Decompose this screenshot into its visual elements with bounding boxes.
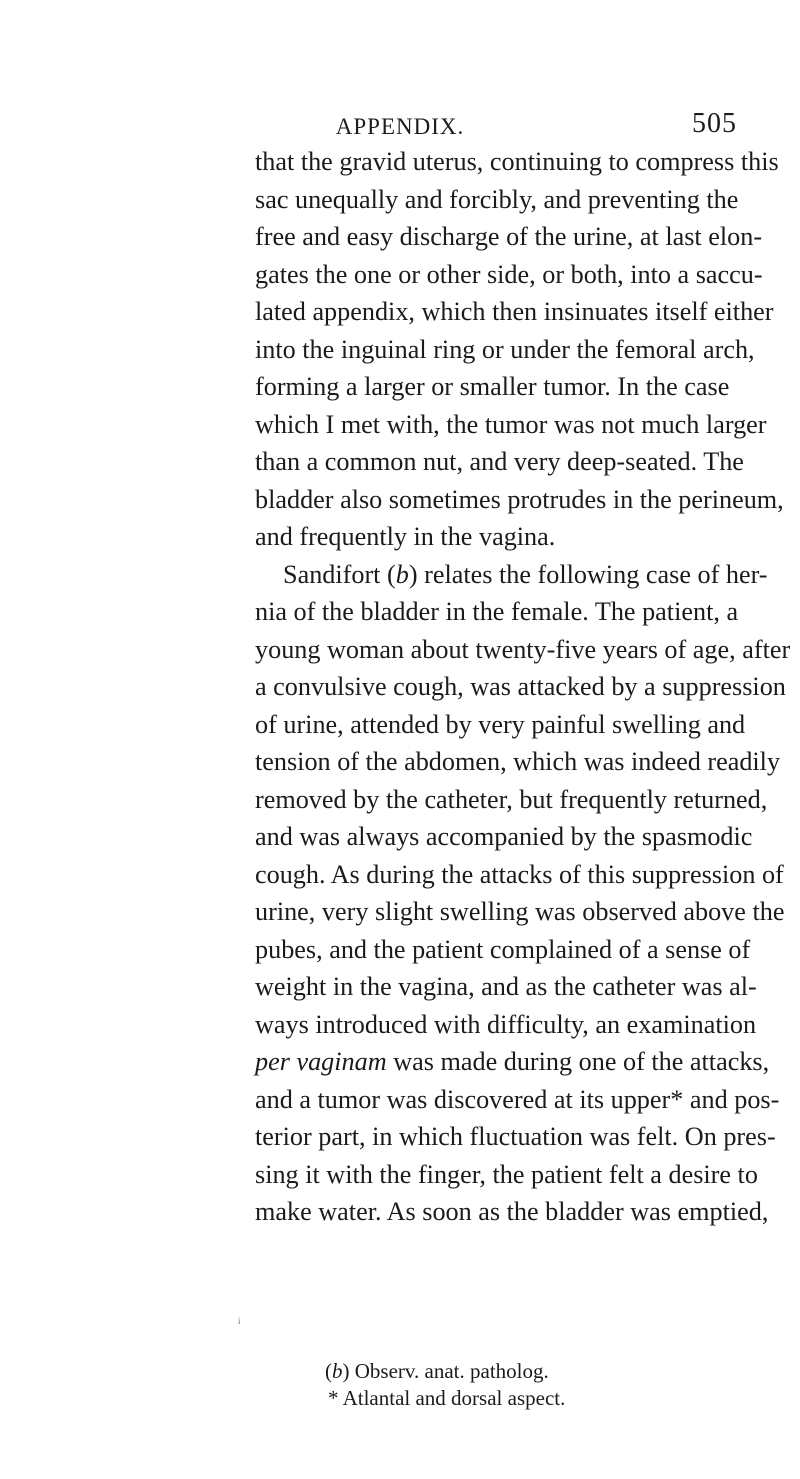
text-line: than a common nut, and very deep-seated. The [255, 447, 744, 476]
text-line: lated appendix, which then insinuates itself either [255, 297, 774, 326]
text-line: and was always accompanied by the spasmodic [255, 822, 753, 851]
running-head: APPENDIX. [335, 114, 465, 139]
text-line: Sandifort (b) relates the following case of her- [283, 559, 768, 589]
text-line: gates the one or other side, or both, into a saccu- [255, 259, 763, 289]
text-line: a convulsive cough, was attacked by a suppression [255, 672, 786, 701]
text-line: make water. As soon as the bladder was emptied, [255, 1197, 769, 1226]
text-line: tension of the abdomen, which was indeed readily [255, 747, 781, 776]
text-line: per vaginam was made during one of the attacks, [255, 1047, 770, 1076]
text-line: removed by the catheter, but frequently returned, [255, 784, 768, 814]
text-line: urine, very slight swelling was observed above the [255, 897, 785, 926]
page-number: 505 [692, 108, 737, 139]
signature-mark: i [238, 1316, 241, 1326]
text-line: ways introduced with difficulty, an examination [255, 1009, 757, 1039]
text-line: into the inguinal ring or under the femoral arch, [255, 334, 755, 364]
text-line: bladder also sometimes protrudes in the perineum, [255, 484, 784, 514]
text-line: and a tumor was discovered at its upper* and pos- [255, 1084, 780, 1114]
text-line: nia of the bladder in the female. The patient, a [255, 597, 739, 626]
text-line: forming a larger or smaller tumor. In the case [255, 372, 730, 401]
text-line: pubes, and the patient complained of a sense of [255, 934, 751, 964]
text-line: cough. As during the attacks of this suppression of [255, 859, 784, 889]
text-line: that the gravid uterus, continuing to compress this [255, 147, 779, 176]
footnote-star: * Atlantal and dorsal aspect. [328, 1386, 566, 1410]
text-line: free and easy discharge of the urine, at last elon- [255, 222, 763, 251]
text-line: sing it with the finger, the patient felt a desire to [255, 1159, 758, 1189]
text-line: weight in the vagina, and as the catheter was al- [255, 972, 757, 1001]
text-line: which I met with, the tumor was not much larger [255, 409, 767, 439]
footnote-b: (b) Observ. anat. patholog. [325, 1359, 549, 1383]
text-line: young woman about twenty-five years of age, after [255, 634, 791, 664]
text-line: terior part, in which fluctuation was felt. On pres- [255, 1122, 776, 1151]
text-line: sac unequally and forcibly, and preventing the [255, 184, 739, 214]
text-line: and frequently in the vagina. [255, 522, 556, 551]
text-line: of urine, attended by very painful swelling and [255, 709, 746, 739]
